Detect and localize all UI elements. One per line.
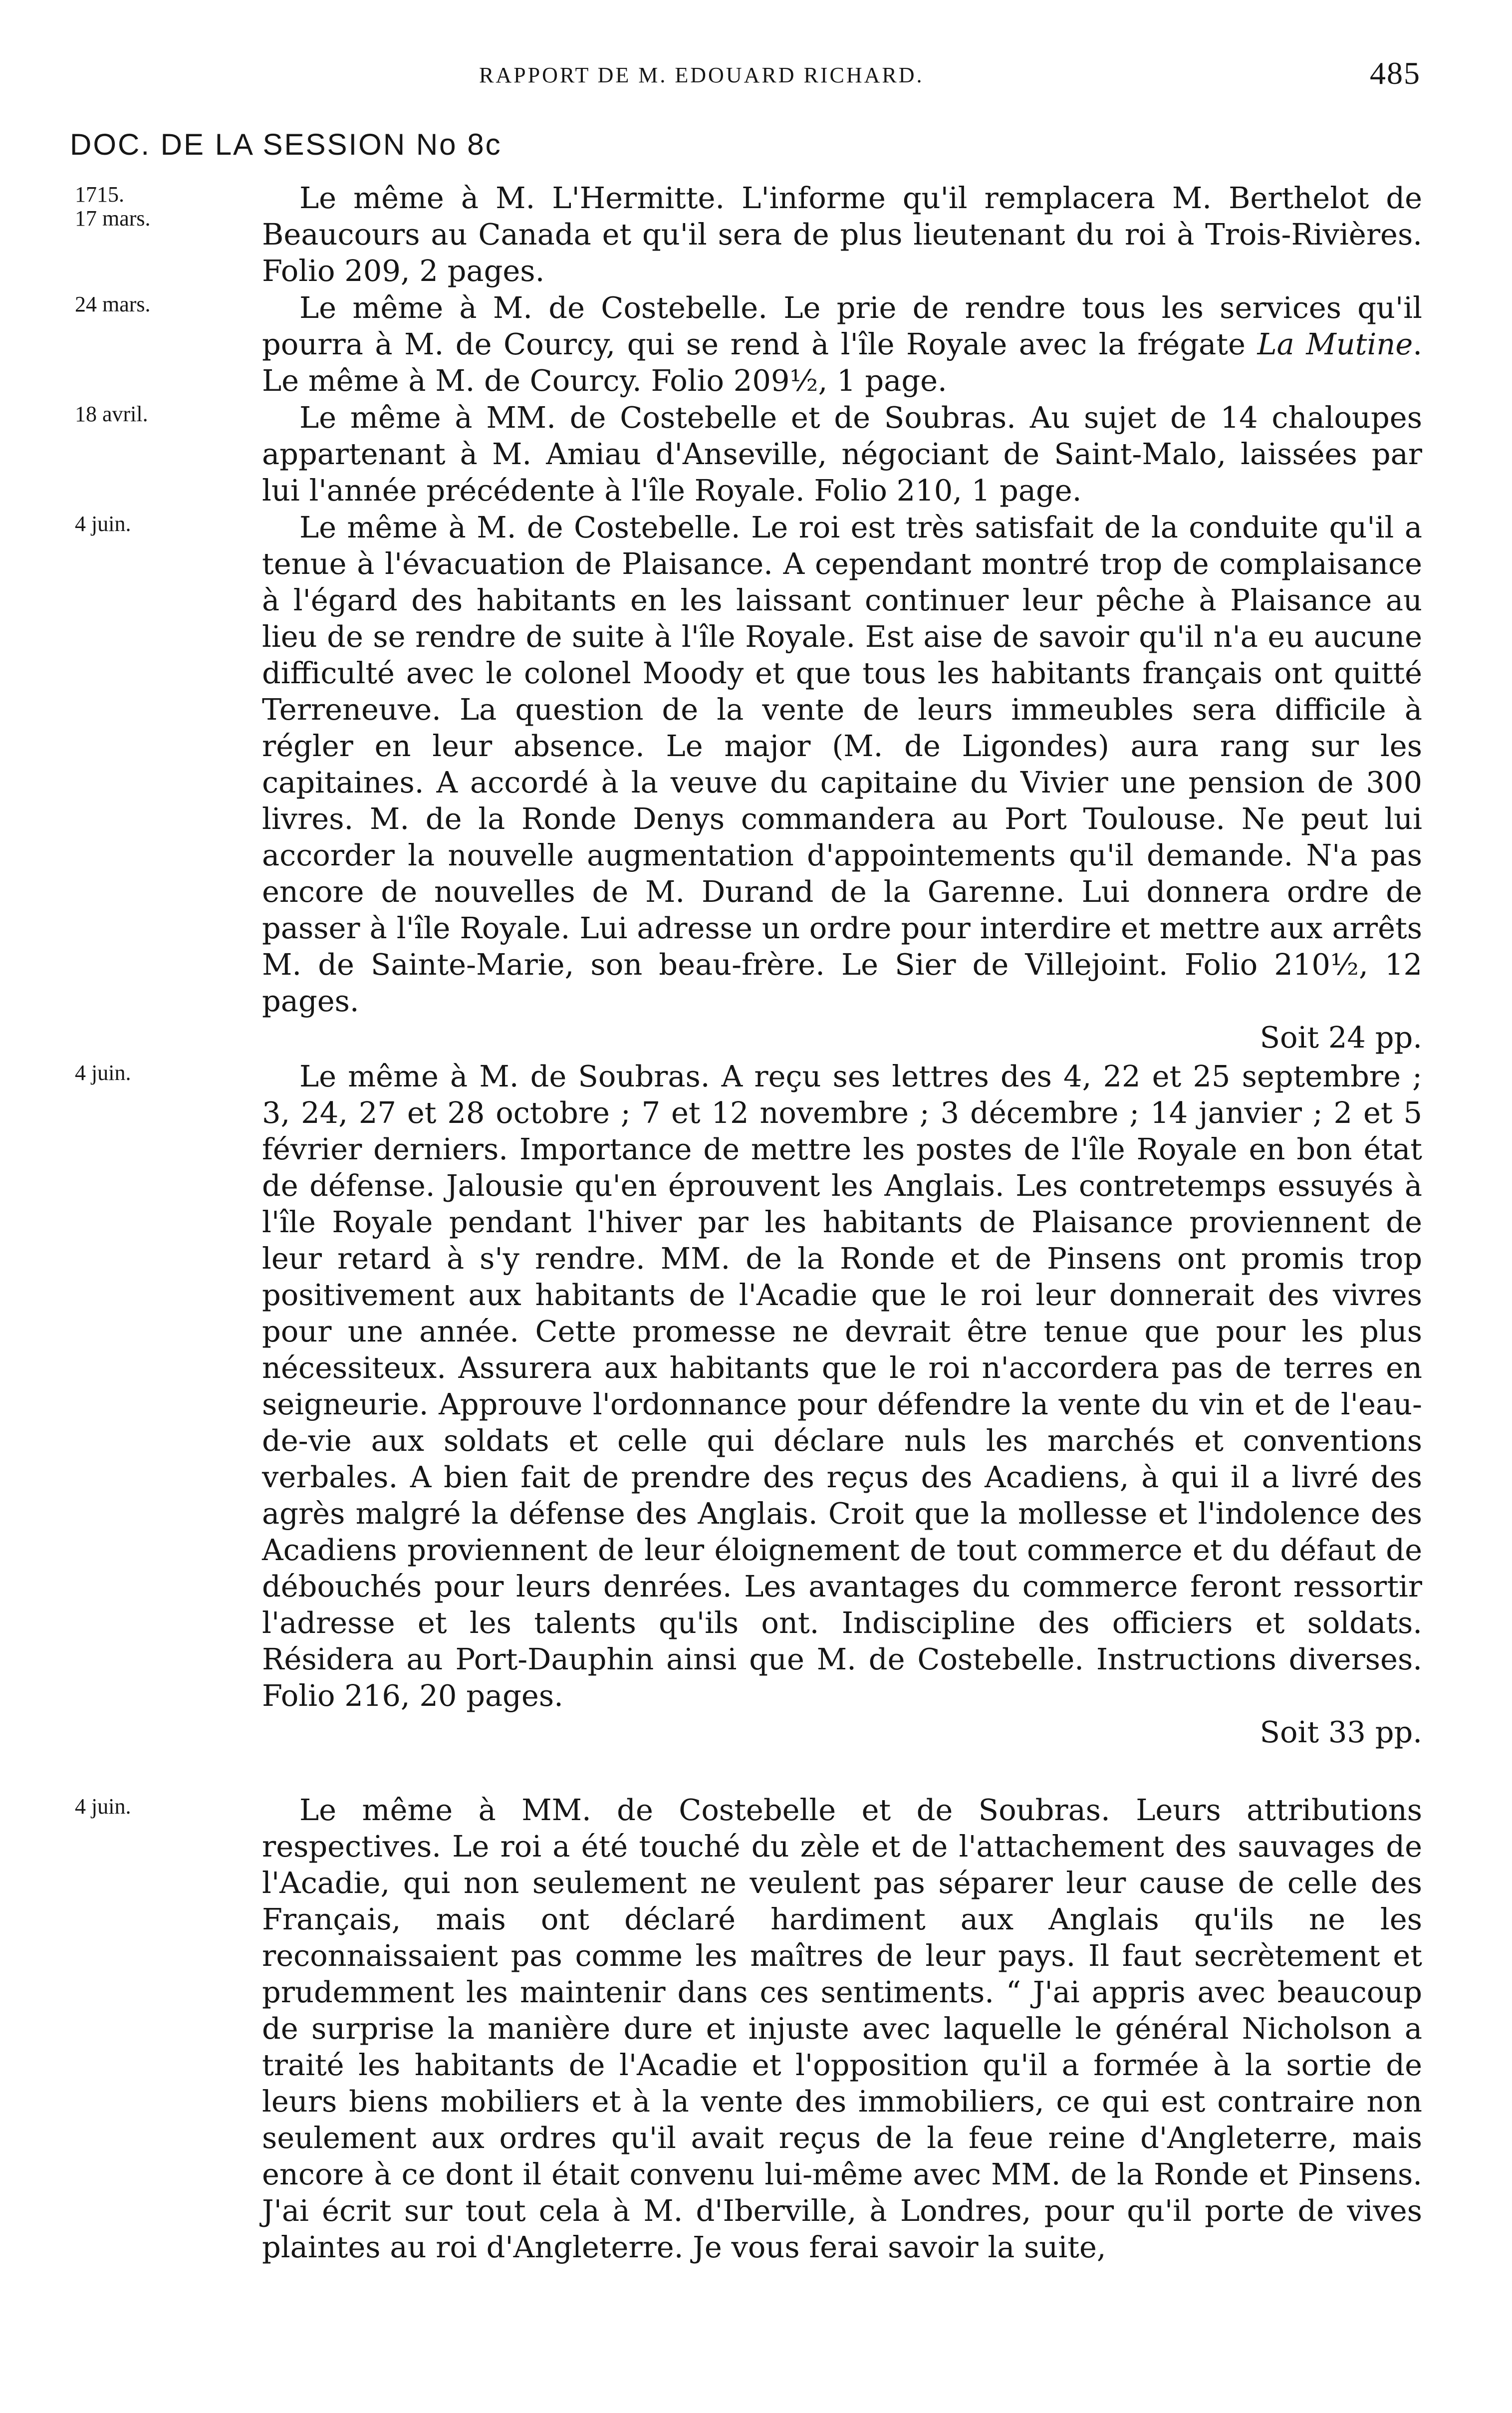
entry-day: 4 juin. <box>75 1794 131 1819</box>
entry-date <box>75 509 235 539</box>
entry-text-part: . Le même à M. de Courcy. Folio 209½, 1 page. <box>262 327 1422 398</box>
entry-text <box>262 1792 1422 2265</box>
entry-day: 18 avril. <box>75 402 148 426</box>
entry-paragraph <box>262 289 1422 399</box>
entry-date <box>75 399 235 429</box>
entry-day: 4 juin. <box>75 1061 131 1085</box>
page-total: Soit 33 pp. <box>1260 1715 1422 1749</box>
entry-text-part: Le même à M. de Costebelle. Le prie de rendre tous les services qu'il pourra à M. de Courcy, qui se rend à l'île Royale avec la frégate <box>262 290 1422 361</box>
entry-text <box>262 1058 1422 1750</box>
entry-date <box>75 1058 235 1088</box>
entry-day: 4 juin. <box>75 512 131 536</box>
ship-name: La Mutine <box>1257 327 1413 361</box>
entry-text <box>262 289 1422 399</box>
page-total: Soit 24 pp. <box>1260 1020 1422 1055</box>
entry-text <box>262 399 1422 509</box>
entry-paragraph: Le même à MM. de Costebelle et de Soubras. Au sujet de 14 chaloupes appartenant à M. Amiau d'Anseville, négociant de Saint-Malo, laissées par lui l'année précédente à l'île Royale. Folio 210, 1 page. <box>262 400 1422 508</box>
entry-year: 1715. <box>75 182 124 207</box>
entry-paragraph: Le même à M. de Costebelle. Le roi est très satisfait de la conduite qu'il a tenue à l'évacuation de Plaisance. A cependant montré trop de complaisance à l'égard des habitants en les laissant continuer leur pêche à Plaisance au lieu de se rendre de suite à l'île Royale. Est aise de savoir qu'il n'a eu aucune difficulté avec le colonel Moody et que tous les habitants français ont quitté Terreneuve. La question de la vente de leurs immeubles sera difficile à régler en leur absence. Le major (M. de Ligondes) aura rang sur les capitaines. A accordé à la veuve du capitaine du Vivier une pension de 300 livres. M. de la Ronde Denys commandera au Port Toulouse. Ne peut lui accorder la nouvelle augmentation d'appointements qu'il demande. N'a pas encore de nouvelles de M. Durand de la Garenne. Lui donnera ordre de passer à l'île Royale. Lui adresse un ordre pour interdire et mettre aux arrêts M. de Sainte-Marie, son beau-frère. Le Sier de Villejoint. Folio 210½, 12 pages. <box>262 510 1422 1018</box>
entry-date <box>75 1792 235 1822</box>
entry-date <box>75 289 235 319</box>
page-number: 485 <box>1370 55 1421 91</box>
running-head: RAPPORT DE M. EDOUARD RICHARD. <box>479 63 924 87</box>
entry-text <box>262 509 1422 1056</box>
entry-date <box>75 180 235 234</box>
entry-day: 17 mars. <box>75 206 151 231</box>
entry-text <box>262 180 1422 289</box>
entry-paragraph: Le même à M. de Soubras. A reçu ses lettres des 4, 22 et 25 septembre ; 3, 24, 27 et 28 octobre ; 7 et 12 novembre ; 3 décembre ; 14 janvier ; 2 et 5 février derniers. Importance de mettre les postes de l'île Royale en bon état de défense. Jalousie qu'en éprouvent les Anglais. Les contretemps essuyés à l'île Royale pendant l'hiver par les habitants de Plaisance proviennent de leur retard à s'y rendre. MM. de la Ronde et de Pinsens ont promis trop positivement aux habitants de l'Acadie que le roi leur donnerait des vivres pour une année. Cette promesse ne devrait être tenue que pour les plus nécessiteux. Assurera aux habitants que le roi n'accordera pas de terres en seigneurie. Approuve l'ordonnance pour défendre la vente du vin et de l'eau-de-vie aux soldats et celle qui déclare nuls les marchés et conventions verbales. A bien fait de prendre des reçus des Acadiens, à qui il a livré des agrès malgré la défense des Anglais. Croit que la mollesse et l'indolence des Acadiens proviennent de leur éloignement de tout commerce et du défaut de débouchés pour leurs denrées. Les avantages du commerce feront ressortir l'adresse et les talents qu'ils ont. Indiscipline des officiers et soldats. Résidera au Port-Dauphin ainsi que M. de Costebelle. Instructions diverses. Folio 216, 20 pages. <box>262 1059 1422 1713</box>
entry-paragraph: Le même à MM. de Costebelle et de Soubras. Leurs attributions respectives. Le roi a été touché du zèle et de l'attachement des sauvages de l'Acadie, qui non seulement ne veulent pas séparer leur cause de celle des Français, mais ont déclaré hardiment aux Anglais qu'ils ne les reconnaissaient pas comme les maîtres de leur pays. Il faut secrètement et prudemment les maintenir dans ces sentiments. “ J'ai appris avec beaucoup de surprise la manière dure et injuste avec laquelle le général Nicholson a traité les habitants de l'Acadie et l'opposition qu'il a formée à la sortie de leurs biens mobiliers et à la vente des immobiliers, ce qui est contraire non seulement aux ordres qu'il avait reçus de la feue reine d'Angleterre, mais encore à ce dont il était convenu lui-même avec MM. de la Ronde et Pinsens. J'ai écrit sur tout cela à M. d'Iberville, à Londres, pour qu'il porte de vives plaintes au roi d'Angleterre. Je vous ferai savoir la suite, <box>262 1793 1422 2264</box>
entry-paragraph: Le même à M. L'Hermitte. L'informe qu'il remplacera M. Berthelot de Beaucours au Canada et qu'il sera de plus lieutenant du roi à Trois-Rivières. Folio 209, 2 pages. <box>262 181 1422 288</box>
doc-session-label: DOC. DE LA SESSION No 8c <box>70 128 502 161</box>
entry-day: 24 mars. <box>75 292 151 316</box>
